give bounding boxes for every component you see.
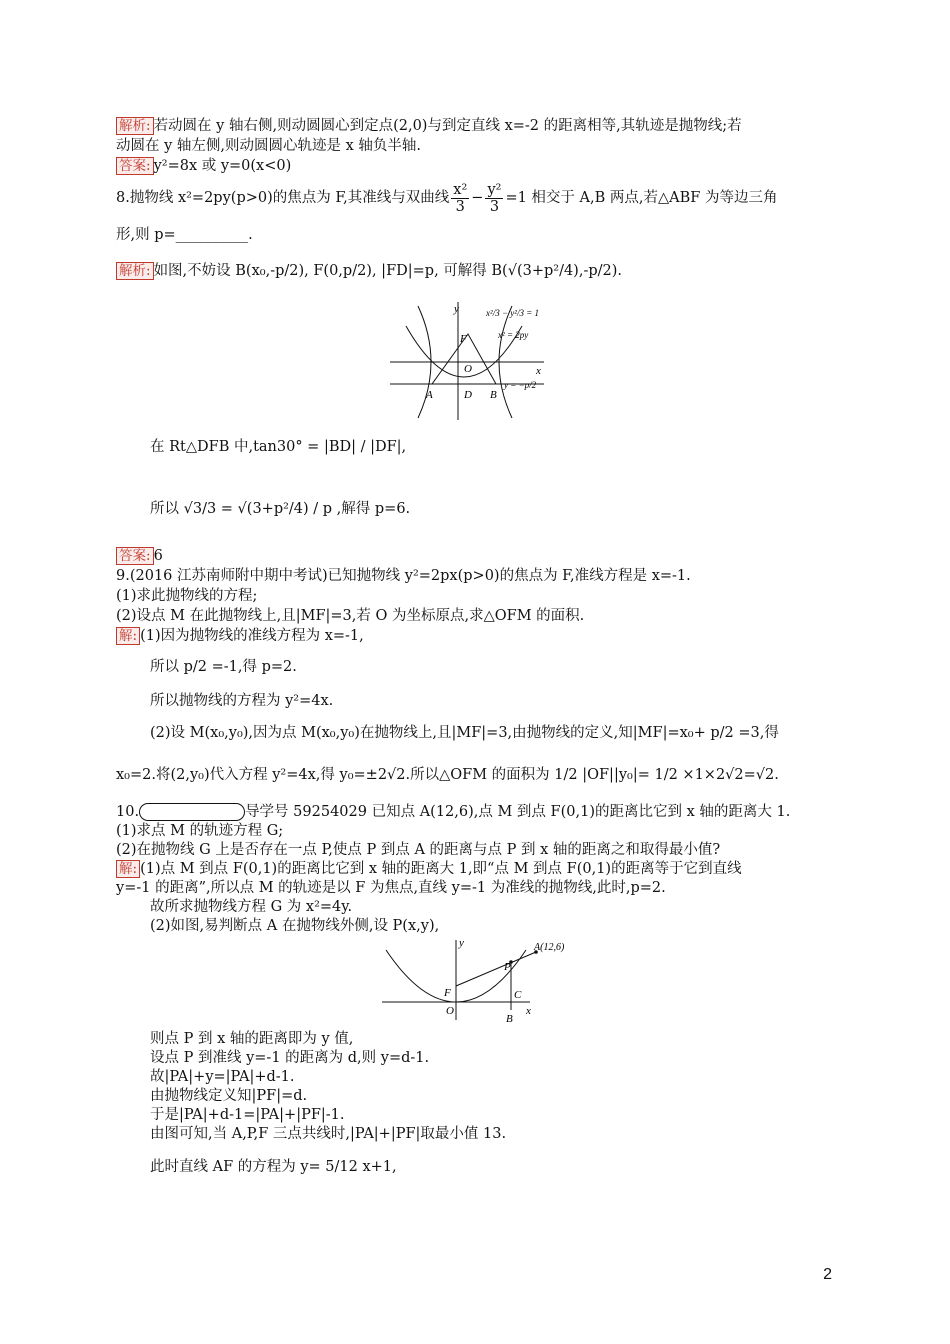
- q10-solution-5: 则点 P 到 x 轴的距离即为 y 值,: [150, 1031, 354, 1047]
- q8-answer: [116, 547, 163, 566]
- q9-solution-4: (2)设 M(x₀,y₀),因为点 M(x₀,y₀)在抛物线上,且|MF|=3,由抛物线的定义,知|MF|=x₀+ p/2 =3,得: [150, 725, 779, 741]
- point-B: B: [506, 1013, 513, 1024]
- q8-answer-text: 6: [153, 548, 163, 564]
- q10-solution-6: 设点 P 到准线 y=-1 的距离为 d,则 y=d-1.: [150, 1050, 430, 1066]
- q10-solution-4: (2)如图,易判断点 A 在抛物线外侧,设 P(x,y),: [150, 918, 440, 934]
- q9-solution-3: 所以抛物线的方程为 y²=4x.: [150, 693, 334, 709]
- q9-stem: 9.(2016 江苏南师附中期中考试)已知抛物线 y²=2px(p>0)的焦点为 F,准线方程是 x=-1.: [116, 568, 691, 584]
- frac-den: 3: [489, 198, 500, 215]
- q8-stem: [116, 180, 777, 216]
- axis-x-label: x: [536, 365, 541, 377]
- q9-part-2: (2)设点 M 在此抛物线上,且|MF|=3,若 O 为坐标原点,求△OFM 的面积.: [116, 608, 585, 624]
- q9-part-1: (1)求此抛物线的方程;: [116, 588, 258, 604]
- q8-rt-line: 在 Rt△DFB 中,tan30° = |BD| / |DF|,: [150, 439, 407, 455]
- point-F: F: [460, 333, 467, 345]
- q10-part-1: (1)求点 M 的轨迹方程 G;: [116, 823, 284, 839]
- q8-figure: [388, 298, 568, 424]
- answer-text: y²=8x 或 y=0(x<0): [153, 158, 292, 174]
- q8-stem-c: 形,则 p=__________.: [116, 227, 253, 243]
- point-A: A: [426, 389, 433, 401]
- q8-analysis: [116, 262, 622, 281]
- minus-sign: −: [471, 190, 484, 206]
- analysis-line-2: 动圆在 y 轴左侧,则动圆圆心轨迹是 x 轴负半轴.: [116, 138, 422, 154]
- q9-s1-text: (1)因为抛物线的准线方程为 x=-1,: [140, 628, 364, 644]
- answer-tag: 答案:: [116, 547, 154, 565]
- q9-solution-1: [116, 627, 364, 646]
- q10-s1-text: (1)点 M 到点 F(0,1)的距离比它到 x 轴的距离大 1,即“点 M 到点 F(0,1)的距离等于它到直线: [140, 861, 742, 877]
- q10-number: 10.: [116, 804, 140, 820]
- q10-figure: [380, 934, 580, 1024]
- q9-solution-5: x₀=2.将(2,y₀)代入方程 y²=4x,得 y₀=±2√2.所以△OFM 的面积为 1/2 |OF||y₀|= 1/2 ×1×2√2=√2.: [116, 767, 779, 783]
- q10-stem: [116, 803, 790, 822]
- analysis-text: 若动圆在 y 轴右侧,则动圆圆心到定点(2,0)与到定直线 x=-2 的距离相等,其轨迹是抛物线;若: [153, 118, 742, 134]
- solution-tag: 解:: [116, 627, 140, 645]
- point-A-label: A(12,6): [534, 942, 565, 953]
- q9-solution-2: 所以 p/2 =-1,得 p=2.: [150, 659, 297, 675]
- q10-solution-1: [116, 860, 742, 879]
- point-D: D: [464, 389, 472, 401]
- analysis-tag: 解析:: [116, 262, 154, 280]
- frac-num: x²: [453, 181, 468, 198]
- q8-analysis-text: 如图,不妨设 B(x₀,-p/2), F(0,p/2), |FD|=p, 可解得 B(√(3+p²/4),-p/2).: [153, 263, 623, 279]
- frac-den: 3: [455, 198, 465, 215]
- answer-tag: 答案:: [116, 157, 154, 175]
- analysis-tag: 解析:: [116, 117, 154, 135]
- point-C: C: [514, 989, 522, 1001]
- axis-x-label: x: [526, 1005, 531, 1017]
- guide-number-box: [139, 803, 245, 821]
- q10-solution-3: 故所求抛物线方程 G 为 x²=4y.: [150, 899, 353, 915]
- answer-line: [116, 157, 291, 176]
- q8-stem-a: 8.抛物线 x²=2py(p>0)的焦点为 F,其准线与双曲线: [116, 190, 450, 206]
- page-number: 2: [823, 1266, 832, 1283]
- q10-solution-11: 此时直线 AF 的方程为 y= 5/12 x+1,: [150, 1159, 397, 1175]
- point-B: B: [490, 389, 497, 401]
- q10-solution-10: 由图可知,当 A,P,F 三点共线时,|PA|+|PF|取最小值 13.: [150, 1126, 507, 1142]
- directrix-label: y = −p/2: [504, 380, 537, 390]
- q10-solution-2: y=-1 的距离”,所以点 M 的轨迹是以 F 为焦点,直线 y=-1 为准线的抛物线,此时,p=2.: [116, 880, 666, 896]
- q10-part-2: (2)在抛物线 G 上是否存在一点 P,使点 P 到点 A 的距离与点 P 到 x 轴的距离之和取得最小值?: [116, 842, 721, 858]
- point-F: F: [444, 987, 451, 999]
- point-P: P: [504, 961, 511, 973]
- axis-y-label: y: [459, 937, 464, 949]
- point-O: O: [464, 363, 472, 375]
- q10-stem-text: 导学号 59254029 已知点 A(12,6),点 M 到点 F(0,1)的距离比它到 x 轴的距离大 1.: [245, 804, 791, 820]
- axis-y-label: y: [454, 303, 459, 315]
- hyperbola-x-fraction: [451, 182, 469, 215]
- q10-solution-8: 由抛物线定义知|PF|=d.: [150, 1088, 308, 1104]
- q8-so-line: 所以 √3/3 = √(3+p²/4) / p ,解得 p=6.: [150, 501, 411, 517]
- hyperbola-label: x²/3 − y²/3 = 1: [486, 308, 540, 318]
- point-O: O: [446, 1005, 454, 1017]
- q10-solution-9: 于是|PA|+d-1=|PA|+|PF|-1.: [150, 1107, 345, 1123]
- q8-stem-b: =1 相交于 A,B 两点,若△ABF 为等边三角: [505, 190, 778, 206]
- frac-num: y²: [487, 181, 502, 198]
- solution-tag: 解:: [116, 860, 140, 878]
- hyperbola-y-fraction: [485, 182, 503, 215]
- analysis-line-1: [116, 117, 742, 136]
- parabola-label: x² = 2py: [498, 330, 529, 340]
- q10-solution-7: 故|PA|+y=|PA|+d-1.: [150, 1069, 295, 1085]
